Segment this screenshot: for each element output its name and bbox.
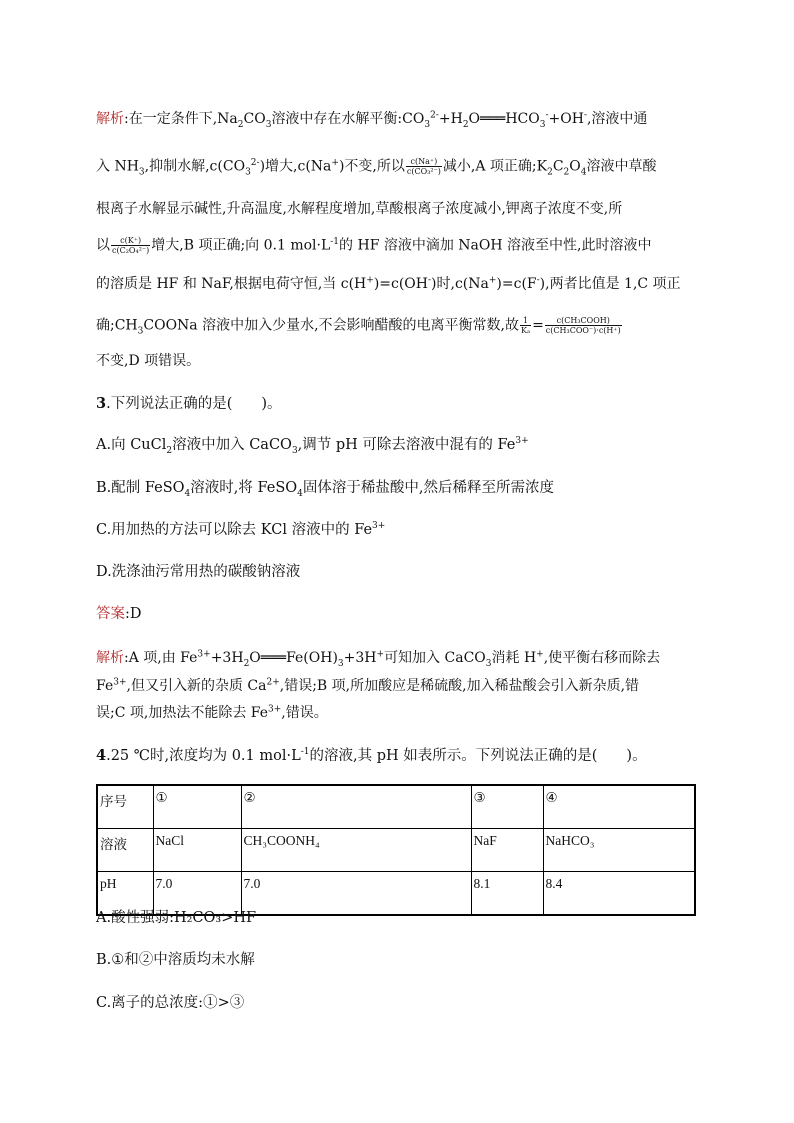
table-cell: CH₃COONH₄ — [241, 829, 471, 872]
question-3-stem: 3.下列说法正确的是( )。 — [96, 395, 282, 412]
analysis-line-5: 的溶质是 HF 和 NaF,根据电荷守恒,当 c(H+)=c(OH-)时,c(Na+)=c(F-),两者比值是 1,C 项正 — [96, 275, 681, 292]
ph-table — [96, 784, 696, 916]
question-4-option-a: A.酸性强弱:H₂CO₃>HF — [96, 910, 257, 926]
question-3-option-b: B.配制 FeSO$_4$溶液时,将 FeSO$_4$固体溶于稀盐酸中,然后稀释至所需浓度 — [96, 480, 555, 499]
table-cell: pH — [97, 872, 153, 916]
question-4-option-b: B.①和②中溶质均未水解 — [96, 952, 255, 968]
fraction-one-over-ka: $\frac{1}{\text{Kₐ}}$ — [521, 316, 531, 335]
analysis-line-6: 确$;CH_3COONa$ 溶液中加入少量水,不会影响醋酸的电离平衡常数,故 $\frac{1}{\text{Kₐ}}$ = $\frac{\text{c(CH₃COOH)}}{\text{c(CH₃COO⁻)·c(H⁺)}}$ — [96, 316, 621, 337]
fraction-ch3cooh: $\frac{\text{c(CH₃COOH)}}{\text{c(CH₃COO⁻)·c(H⁺)}}$ — [545, 316, 621, 335]
fraction-k-c2o4: $\frac{c(K^+)}{\text{c(C₂O₄²⁻)}}$ — [112, 236, 150, 255]
analysis-line-2: 入 $NH_3$,抑制水解$,c(CO_3^{2-})$增大,c(Na+)不变,所以 $\frac{c(Na^+)}{\text{c(CO₃²⁻)}}$ 减小,A 项正确$;K_2C_2O_4$溶液中草酸 — [96, 157, 657, 178]
table-cell: ② — [241, 785, 471, 829]
table-cell: 序号 — [97, 785, 153, 829]
question-3-option-c: C.用加热的方法可以除去 KCl 溶液中的 $Fe^{3+}$ — [96, 521, 386, 538]
analysis-label: 解析 — [96, 111, 124, 127]
equilibrium-arrow: ═══ — [480, 111, 506, 127]
q3-analysis-line-1: 解析:A 项,由 $Fe^{3+}+3H_2O═══Fe(OH)_3+3H^+$可知加入 CaCO$_3$消耗 H+,使平衡右移而除去 — [96, 649, 661, 669]
question-3-option-a: A.向 CuCl$_2$溶液中加入 CaCO$_3$,调节 pH 可除去溶液中混有的 $Fe^{3+}$ — [96, 436, 529, 456]
q3-analysis-line-2: $Fe^{3+}$,但又引入新的杂质 $Ca^{2+}$,错误;B 项,所加酸应是稀硫酸,加入稀盐酸会引入新杂质,错 — [96, 677, 640, 694]
table-cell: NaHCO₃ — [543, 829, 695, 872]
table-cell: NaCl — [153, 829, 241, 872]
analysis-label-q3: 解析 — [96, 650, 124, 666]
table-row — [97, 785, 695, 829]
question-4-option-c: C.离子的总浓度:①>③ — [96, 995, 245, 1011]
table-cell: ④ — [543, 785, 695, 829]
table-cell: ③ — [471, 785, 543, 829]
table-cell: NaF — [471, 829, 543, 872]
table-row — [97, 829, 695, 872]
table-cell: 溶液 — [97, 829, 153, 872]
table-cell: 7.0 — [241, 872, 471, 916]
table-cell: 7.0 — [153, 872, 241, 916]
analysis-line-4: 以 $\frac{c(K^+)}{\text{c(C₂O₄²⁻)}}$ 增大,B 项正确;向 0.1 $mol\cdot L^{-1}$的 HF 溶液中滴加 NaOH 溶液至中性,此时溶液中 — [96, 236, 652, 255]
q3-analysis-line-3: 误;C 项,加热法不能除去 $Fe^{3+}$,错误。 — [96, 704, 328, 721]
analysis-line-1: 解析:在一定条件下$,Na_2CO_3$溶液中存在水解平衡$:CO_3^{2-}+H_2O═══HCO_3^-+OH^-$,溶液中通 — [96, 110, 648, 130]
fraction-na-co3: $\frac{c(Na^+)}{\text{c(CO₃²⁻)}}$ — [406, 157, 441, 176]
table-cell: 8.4 — [543, 872, 695, 916]
question-3-answer: 答案:D — [96, 606, 142, 622]
table-cell: 8.1 — [471, 872, 543, 916]
question-4-stem: 4.25 ℃时,浓度均为 0.1 $mol\cdot L^{-1}$的溶液,其 pH 如表所示。下列说法正确的是( )。 — [96, 747, 647, 764]
analysis-line-3: 根离子水解显示碱性,升高温度,水解程度增加,草酸根离子浓度减小,钾离子浓度不变,所 — [96, 201, 623, 217]
analysis-line-7: 不变,D 项错误。 — [96, 353, 201, 369]
equilibrium-arrow-q3: ═══ — [260, 650, 287, 666]
table-cell: ① — [153, 785, 241, 829]
answer-label: 答案 — [96, 606, 125, 622]
question-3-option-d: D.洗涤油污常用热的碳酸钠溶液 — [96, 564, 301, 580]
